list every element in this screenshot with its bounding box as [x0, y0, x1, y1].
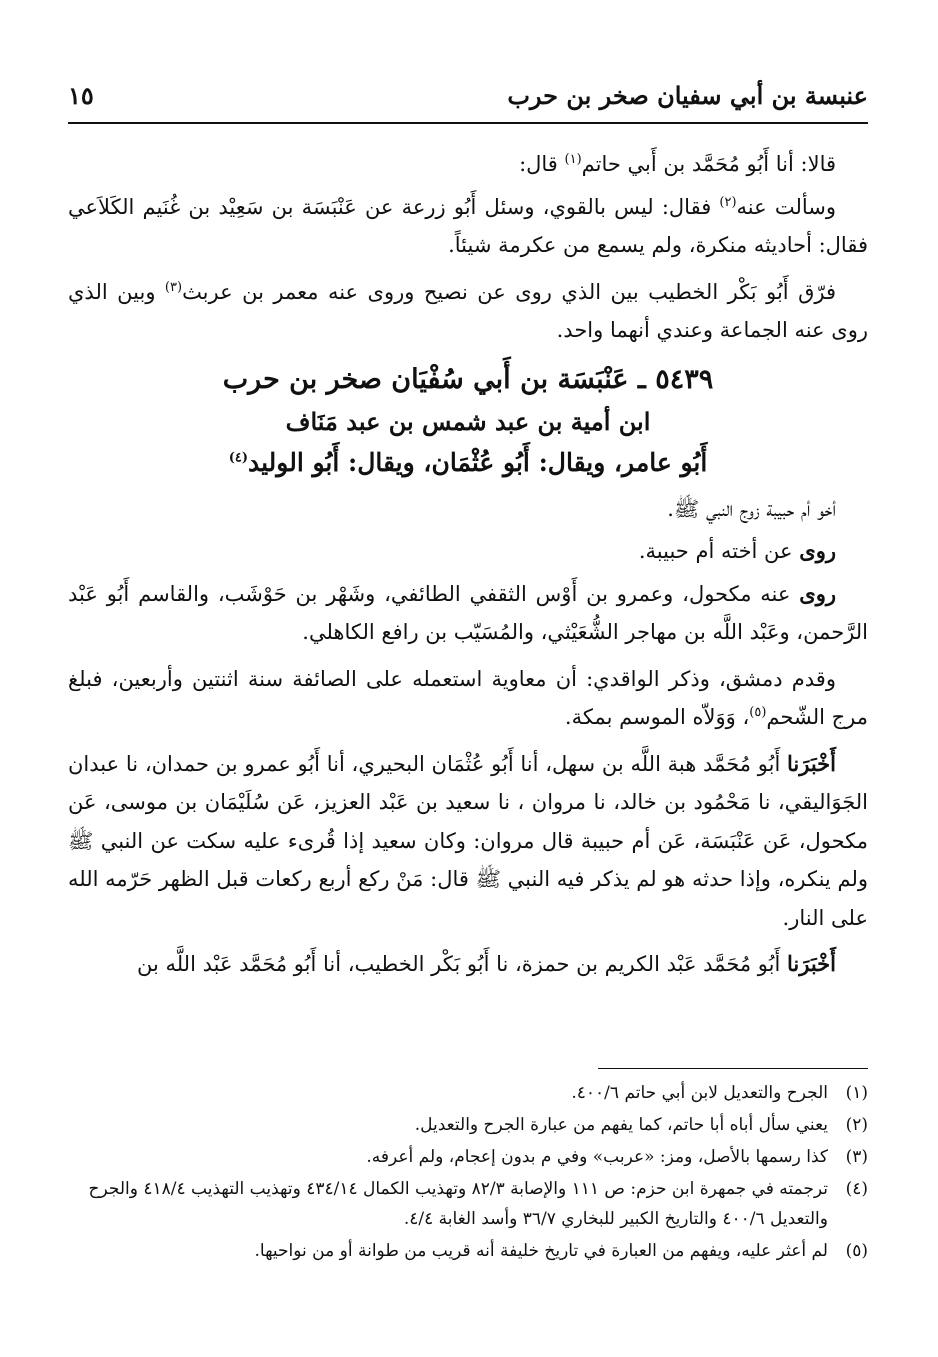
paragraph [68, 532, 868, 571]
paragraph [68, 575, 868, 652]
paragraph-text: قال: [519, 152, 565, 176]
paragraph [68, 745, 868, 938]
footnote [68, 1078, 868, 1108]
footnote-ref: (١) [564, 152, 582, 167]
footnote-number: (٥) [845, 1241, 868, 1261]
footnote [68, 1110, 868, 1140]
footnotes [68, 1078, 868, 1268]
footnote-rule [598, 1068, 868, 1069]
paragraph-text: فرّق أَبُو بَكْر الخطيب بين الذي روى عن نصيح وروى عنه معمر بن عربث [182, 279, 836, 304]
footnote-number: (٣) [845, 1147, 868, 1167]
paragraph [68, 145, 868, 184]
paragraph-text: وسألت عنه [736, 194, 836, 219]
footnote-text: الجرح والتعديل لابن أبي حاتم ٤٠٠/٦. [571, 1083, 828, 1103]
entry-title: ٥٤٣٩ ـ عَنْبَسَة بن أَبي سُفْيَان صخر بن حرب [222, 363, 714, 395]
footnote-number: (٢) [845, 1115, 868, 1135]
paragraph-text: عنه مكحول، وعمرو بن أَوْس الثقفي الطائفي، وشَهْر بن حَوْشَب، والقاسم أَبُو عَبْد الرَّحمن، وعَبْد اللَّه بن مهاجر الشُّعَيْثي، والمُسَيّب بن رافع الكاهلي. [68, 581, 868, 644]
footnote-ref: (٣) [164, 279, 183, 295]
footnote-number: (١) [845, 1083, 868, 1103]
keyword: روى [799, 538, 836, 563]
footnote-ref: (٥) [749, 705, 767, 720]
paragraph-text: أَبُو مُحَمَّد عَبْد الكريم بن حمزة، نا أَبُو بَكْر الخطيب، أنا أَبُو مُحَمَّد عَبْد اللَّه بن [136, 952, 788, 976]
keyword: أَخْبَرَنا [787, 951, 836, 976]
paragraph-text: وبين الذي روى عنه الجماعة وعندي أنهما واحد. [68, 279, 868, 342]
entry-kunya-text: أَبُو عامر، ويقال: أَبُو عُثْمَان، ويقال: أَبُو الوليد [248, 447, 708, 477]
footnote-text: كذا رسمها بالأصل، ومز: «عربب» وفي م بدون إعجام، ولم أعرفه. [366, 1147, 828, 1167]
footnote-ref: (٤) [228, 450, 249, 466]
page-number: ١٥ [68, 80, 94, 110]
paragraph-text: ، وَوَلاّه الموسم بمكة. [564, 705, 750, 729]
keyword: أَخْبَرَنا [787, 750, 836, 776]
paragraph [68, 273, 868, 350]
paragraph-text: فقال: ليس بالقوي، وسئل أَبُو زرعة عن عَنْبَسَة بن سَعِيْد بن غُنَيم الكَلاَعي فقال: أحاديثه منكرة، ولم يسمع من عكرمة شيئاً. [68, 194, 868, 257]
paragraph-text: عن أخته أم حبيبة. [638, 539, 800, 563]
footnote-ref: (٢) [719, 194, 737, 210]
page-header [68, 72, 868, 118]
paragraph-text: أَبُو مُحَمَّد هبة اللَّه بن سهل، أنا أَبُو عُثْمَان البحيري، أنا أَبُو عمرو بن حمدان، نا عبدان الجَوَاليقي، نا مَحْمُود بن خالد، نا مروان ، نا سعيد بن عَبْد العزيز، عَن سُلَيْمَان بن موسى، عَن مكحول، عَن عَنْبَسَة، عَن أم حبيبة قال مروان: وكان سعيد إذا قُرىء عليه سكت عن النبي ﷺ ولم ينكره، وإذا حدثه هو لم يذكر فيه النبي ﷺ قال: مَنْ ركع أربع ركعات قبل الظهر حَرّمه الله على النار. [68, 751, 868, 930]
footnote [68, 1236, 868, 1266]
footnote [68, 1174, 868, 1234]
entry-kunya [68, 442, 868, 484]
paragraph [68, 945, 868, 984]
footnote-text: ترجمته في جمهرة ابن حزم: ص ١١١ والإصابة ٨٢/٣ وتهذيب الكمال ٤٣٤/١٤ وتهذيب التهذيب ٤١٨/٤ والجرح والتعديل ٤٠٠/٦ والتاريخ الكبير للبخاري ٣٦/٧ وأسد الغابة ٤/٤. [88, 1179, 828, 1229]
paragraph-text: قالا: أنا أَبُو مُحَمَّد بن أَبي حاتم [581, 152, 836, 176]
entry-heading [68, 358, 868, 484]
paragraph [68, 660, 868, 737]
footnote-text: لم أعثر عليه، ويفهم من العبارة في تاريخ خليفة أنه قريب من طوانة أو من نواحيها. [254, 1241, 828, 1261]
main-text [68, 145, 868, 992]
header-rule [68, 122, 868, 124]
paragraph [68, 490, 868, 529]
footnote [68, 1142, 868, 1172]
paragraph-text: أخو أم حبيبة زوج النبي ﷺ. [667, 496, 836, 521]
paragraph-text: وقدم دمشق، وذكر الواقدي: أن معاوية استعمله على الصائفة سنة اثنتين وأربعين، فبلغ مرج الشّحم [68, 666, 868, 729]
entry-lineage: ابن أمية بن عبد شمس بن عبد مَنَاف [285, 406, 651, 436]
keyword: روى [799, 580, 836, 606]
footnote-number: (٤) [845, 1179, 868, 1199]
running-title: عنبسة بن أبي سفيان صخر بن حرب [507, 80, 868, 110]
paragraph [68, 188, 868, 265]
footnote-text: يعني سأل أباه أبا حاتم، كما يفهم من عبارة الجرح والتعديل. [414, 1115, 828, 1135]
